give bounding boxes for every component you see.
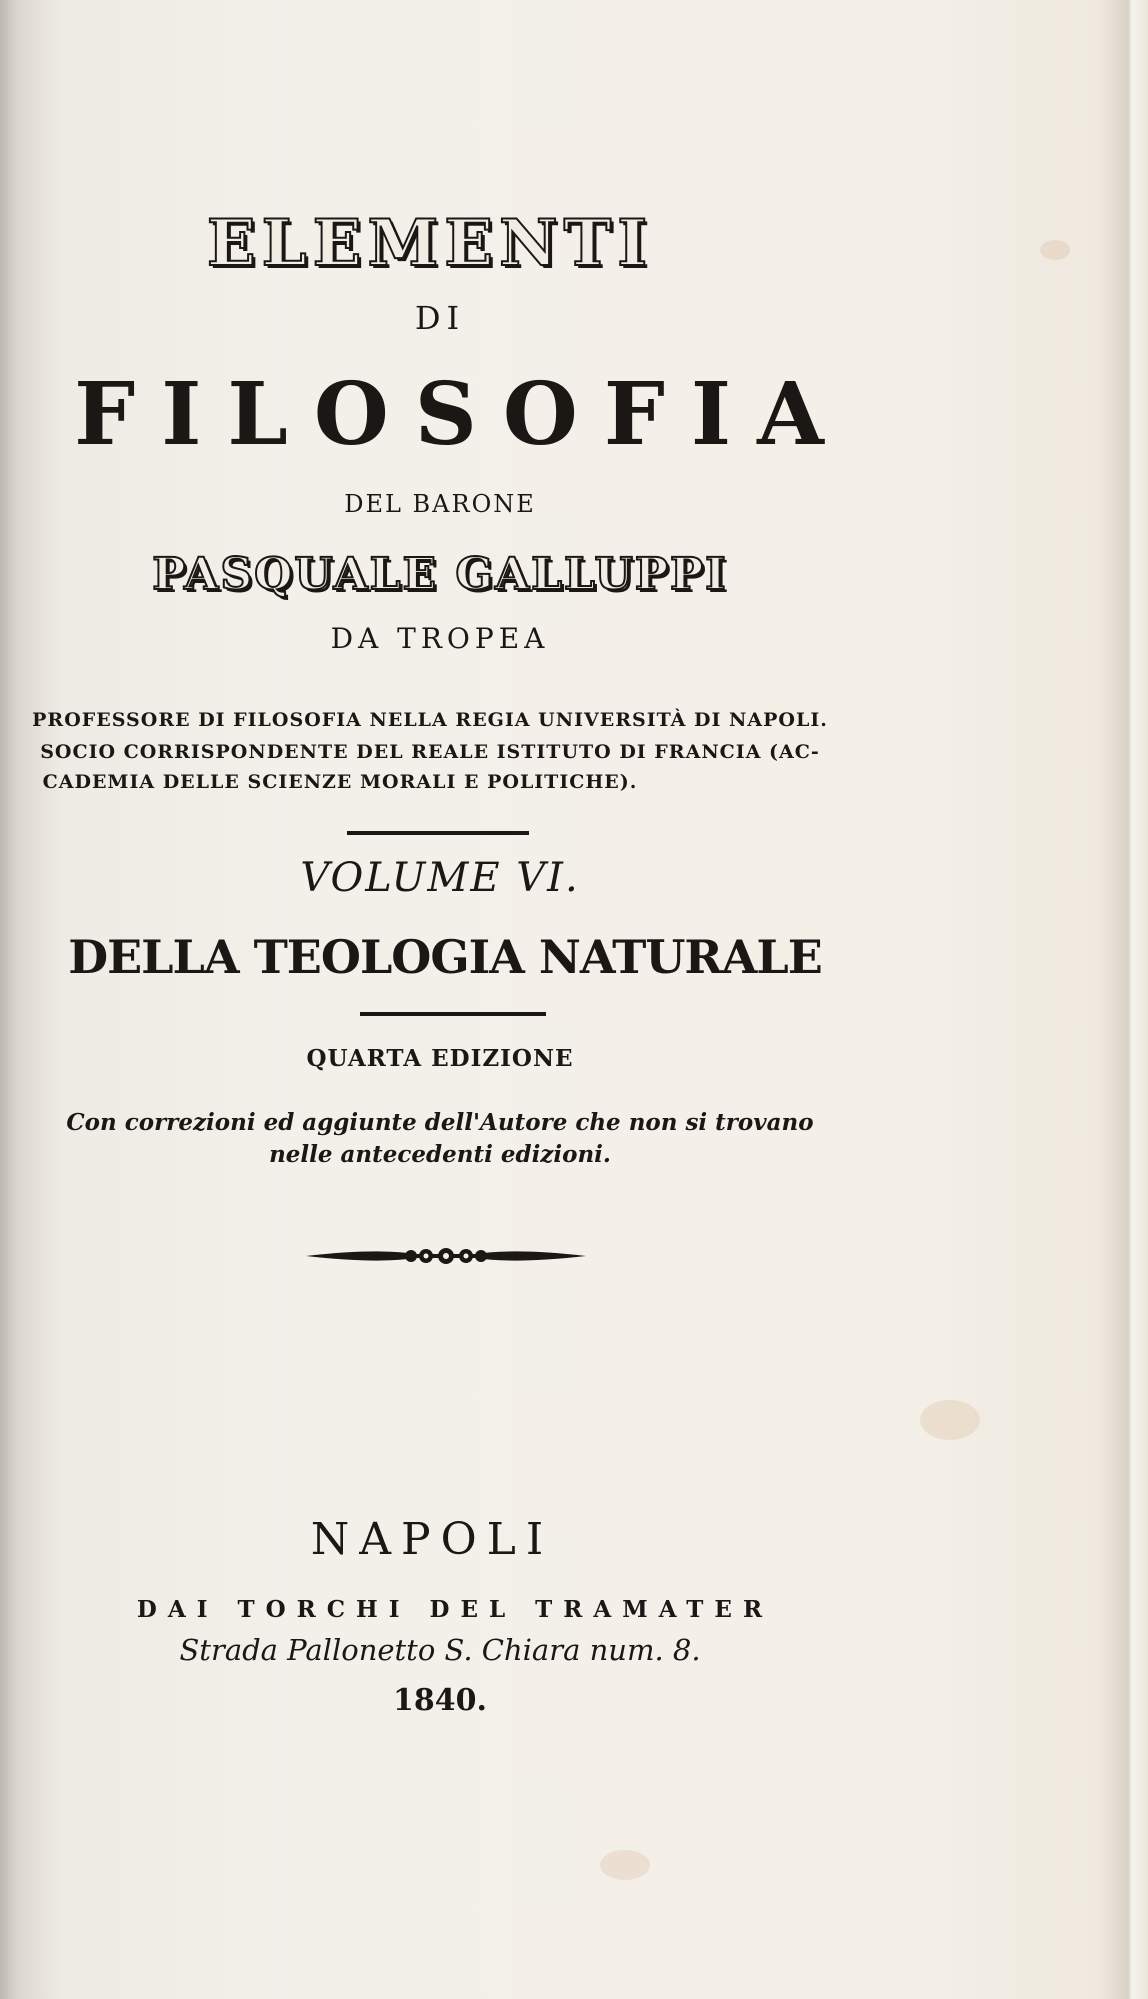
- title-filosofia: FILOSOFIA: [74, 364, 850, 465]
- divider-rule: [360, 1012, 546, 1016]
- credential-line: PROFESSORE DI FILOSOFIA NELLA REGIA UNIVERSITÀ DI NAPOLI.: [32, 709, 828, 731]
- ornament-divider: [306, 1242, 586, 1270]
- edition-note: nelle antecedenti edizioni.: [269, 1141, 611, 1168]
- credential-line: SOCIO CORRISPONDENTE DEL REALE ISTITUTO DI FRANCIA (AC-: [40, 741, 820, 763]
- author-name: PASQUALE GALLUPPI: [152, 549, 728, 600]
- volume-number: VOLUME VI.: [300, 855, 580, 901]
- divider-rule: [347, 831, 529, 835]
- volume-subject: DELLA TEOLOGIA NATURALE: [68, 930, 822, 984]
- edition-note: Con correzioni ed aggiunte dell'Autore che non si trovano: [66, 1109, 814, 1136]
- title-di: DI: [414, 299, 466, 337]
- author-origin: DA TROPEA: [330, 622, 550, 655]
- edition: QUARTA EDIZIONE: [306, 1045, 574, 1072]
- imprint-printer: DAI TORCHI DEL TRAMATER: [136, 1596, 774, 1623]
- imprint-address: Strada Pallonetto S. Chiara num. 8.: [179, 1633, 701, 1667]
- author-prefix: DEL BARONE: [344, 490, 536, 518]
- credential-line: CADEMIA DELLE SCIENZE MORALI E POLITICHE).: [42, 771, 638, 793]
- title-elementi: ELEMENTI: [206, 206, 654, 281]
- imprint-place: NAPOLI: [310, 1514, 554, 1565]
- imprint-year: 1840.: [393, 1683, 487, 1718]
